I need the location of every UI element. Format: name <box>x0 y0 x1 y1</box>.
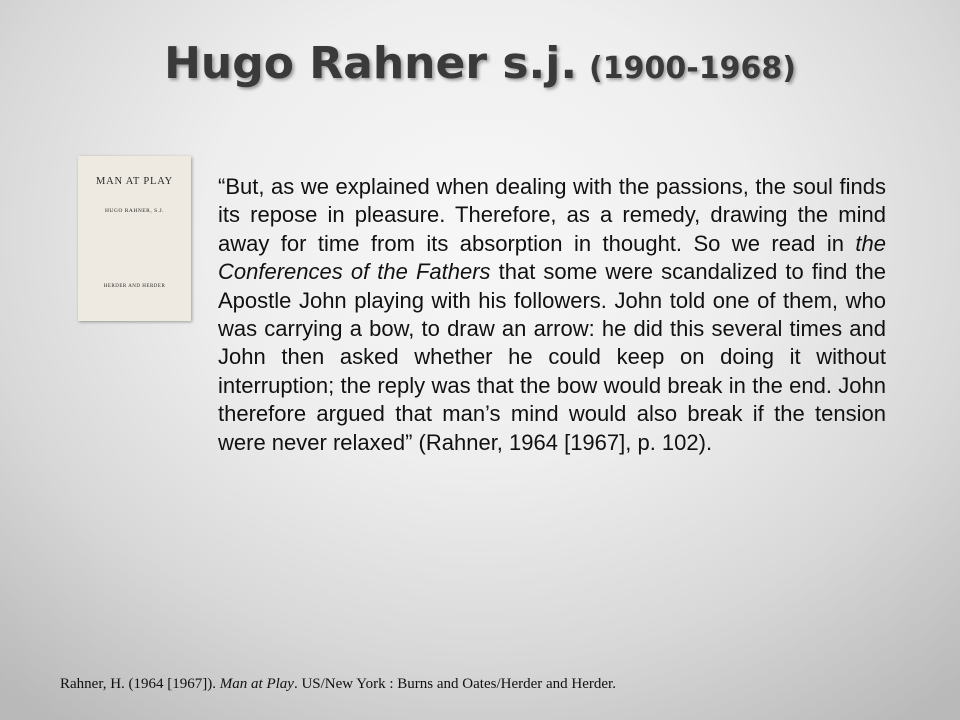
book-cover-image <box>78 156 191 321</box>
title-years: (1900-1968) <box>589 51 796 86</box>
quote-text <box>218 173 886 457</box>
citation-after: . US/New York : Burns and Oates/Herder and Herder. <box>293 676 616 692</box>
citation-before: Rahner, H. (1964 [1967]). <box>60 676 220 692</box>
title-name: Hugo Rahner s.j. <box>164 38 578 89</box>
reference-citation <box>60 676 616 693</box>
slide-title <box>0 38 960 89</box>
book-cover-publisher: HERDER AND HERDER <box>103 284 166 289</box>
quote-italic-source: the Conferences of the Fathers <box>218 230 886 285</box>
quote-part-2: that some were scandalized to find the Apostle John playing with his followers. John told one of them, who was carrying a bow, to draw an arrow: he did this several times and John then asked whether he could keep on doing it without interruption; the reply was that the bow would break in the end. John therefore argued that man’s mind would also break if the tension were never relaxed” (Rahner, 1964 [1967], p. 102). <box>218 259 886 455</box>
citation-book-title: Man at Play <box>219 676 294 692</box>
book-cover-author: HUGO RAHNER, S.J. <box>104 208 165 214</box>
book-cover-title: MAN AT PLAY <box>95 176 174 187</box>
quote-part-1: “But, as we explained when dealing with the passions, the soul finds its repose in pleasure. Therefore, as a remedy, drawing the mind away for time from its absorption in thought. So we read in <box>218 174 886 256</box>
